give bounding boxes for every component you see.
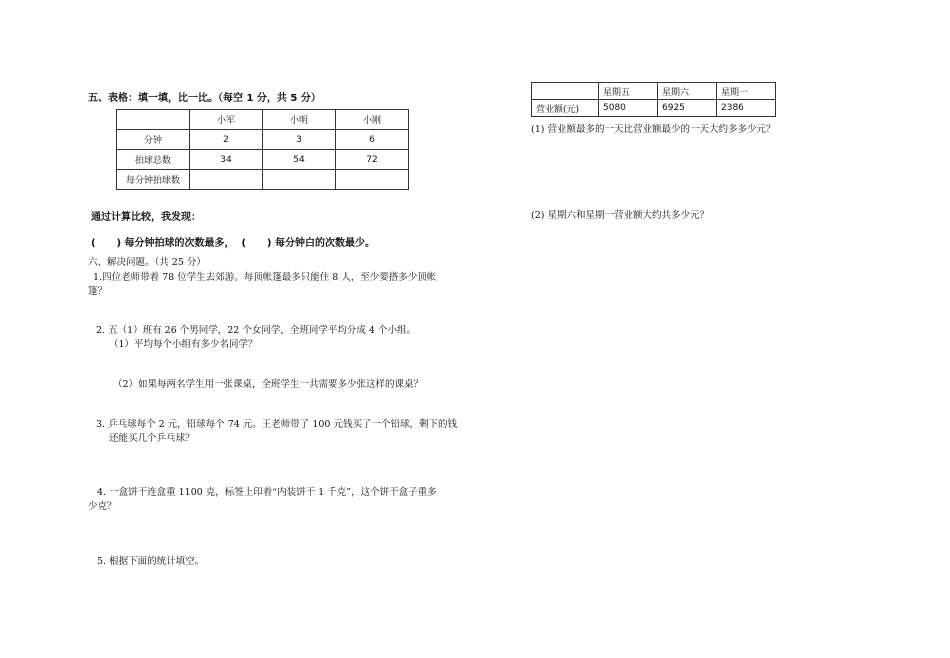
table-cell: 34 — [190, 150, 263, 170]
table-cell: 6925 — [658, 100, 717, 117]
table-header-row — [532, 83, 776, 100]
table-row — [117, 130, 409, 150]
sales-question-1: (1) 营业额最多的一天比营业额最少的一天大约多多少元？ — [531, 124, 776, 135]
q4-line2: 少克？ — [88, 501, 117, 512]
section5-title: 五、表格：填一填，比一比。（每空 1 分，共 5 分） — [88, 93, 321, 104]
table-cell: 2 — [190, 130, 263, 150]
table-cell: 6 — [336, 130, 409, 150]
compare-line: ( ) 每分钟拍球的次数最多， ( ) 每分钟白的次数最少。 — [91, 238, 375, 249]
table-row — [117, 150, 409, 170]
row-label: 拍球总数 — [117, 150, 190, 170]
q5-text: 5. 根据下面的统计填空。 — [97, 556, 205, 567]
table-header-cell: 小刚 — [336, 110, 409, 130]
q4-line1: 4. 一盒饼干连盒重 1100 克，标签上印着“内装饼干 1 千克”，这个饼干盒子重多 — [97, 487, 437, 498]
table-header-cell: 星期五 — [599, 83, 658, 100]
table-cell: 54 — [263, 150, 336, 170]
q3-line2: 还能买几个乒乓球？ — [109, 433, 195, 444]
table-header-cell: 小军 — [190, 110, 263, 130]
answer-cell[interactable] — [190, 170, 263, 190]
q2-intro: 2. 五（1）班有 26 个男同学，22 个女同学，全班同学平均分成 4 个小组。 — [96, 325, 416, 336]
table-row — [532, 100, 776, 117]
table-header-cell: 星期六 — [658, 83, 717, 100]
q1-line2: 篷？ — [88, 286, 108, 297]
table-header-row — [117, 110, 409, 130]
table-header-cell — [117, 110, 190, 130]
answer-cell[interactable] — [263, 170, 336, 190]
answer-cell[interactable] — [336, 170, 409, 190]
table-header-cell: 星期一 — [717, 83, 776, 100]
sales-question-2: (2) 星期六和星期一营业额大约共多少元？ — [531, 210, 709, 221]
row-label: 每分钟拍球数 — [117, 170, 190, 190]
table-cell: 72 — [336, 150, 409, 170]
table-row — [117, 170, 409, 190]
q3-line1: 3. 乒乓球每个 2 元，铅球每个 74 元。王老师带了 100 元钱买了一个铅球，剩下的钱 — [96, 419, 457, 430]
row-label: 分钟 — [117, 130, 190, 150]
row-label: 营业额(元) — [532, 100, 599, 117]
table-cell: 3 — [263, 130, 336, 150]
sales-table — [531, 82, 776, 117]
q1-line1: 1.四位老师带着 78 位学生去郊游。每顶帐篷最多只能住 8 人，至少要搭多少顶帐 — [93, 272, 437, 283]
q2-sub1: （1）平均每个小组有多少名同学？ — [109, 339, 258, 350]
score-table — [116, 109, 409, 190]
compare-title: 通过计算比较，我发现： — [91, 212, 201, 223]
table-cell: 5080 — [599, 100, 658, 117]
q2-sub2: （2）如果每两名学生用一张课桌，全班学生一共需要多少张这样的课桌？ — [113, 379, 424, 390]
table-header-cell — [532, 83, 599, 100]
table-header-cell: 小明 — [263, 110, 336, 130]
section6-title: 六、解决问题。（共 25 分） — [88, 257, 206, 268]
table-cell: 2386 — [717, 100, 776, 117]
